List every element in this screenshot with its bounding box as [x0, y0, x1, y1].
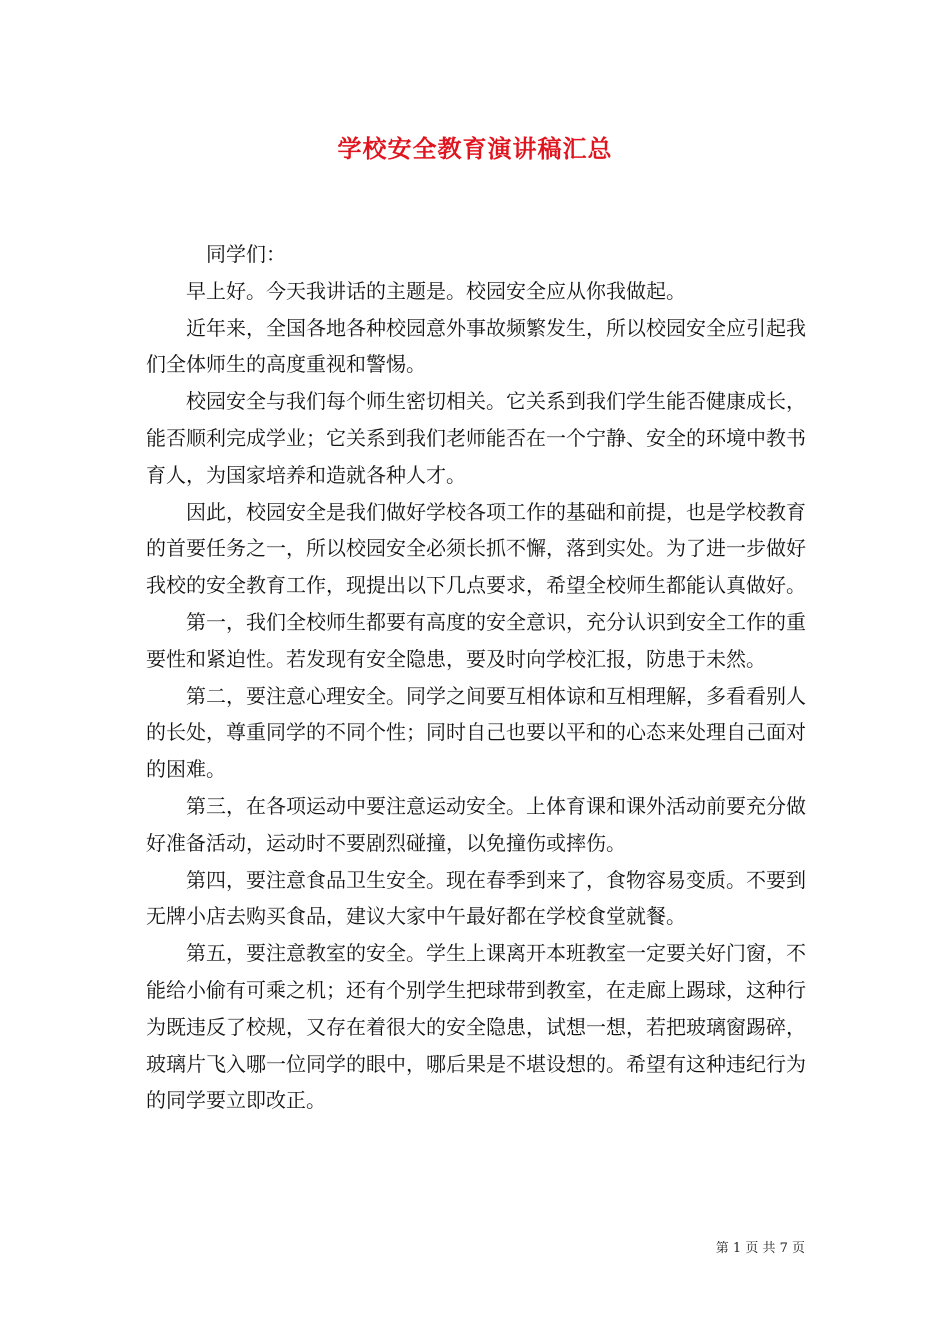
- paragraph-first: 第一，我们全校师生都要有高度的安全意识，充分认识到安全工作的重要性和紧迫性。若发现有安全隐患，要及时向学校汇报，防患于未然。: [146, 609, 806, 671]
- paragraph-requirements: 因此，校园安全是我们做好学校各项工作的基础和前提，也是学校教育的首要任务之一，所以校园安全必须长抓不懈，落到实处。为了进一步做好我校的安全教育工作，现提出以下几点要求，希望全校师生都能认真做好。: [146, 499, 806, 598]
- paragraph-importance: 校园安全与我们每个师生密切相关。它关系到我们学生能否健康成长，能否顺利完成学业；它关系到我们老师能否在一个宁静、安全的环境中教书育人，为国家培养和造就各种人才。: [146, 389, 806, 487]
- salutation: 同学们：: [206, 242, 286, 266]
- paragraph-third: 第三，在各项运动中要注意运动安全。上体育课和课外活动前要充分做好准备活动，运动时不要剧烈碰撞，以免撞伤或摔伤。: [146, 793, 806, 855]
- paragraph-intro: 近年来，全国各地各种校园意外事故频繁发生，所以校园安全应引起我们全体师生的高度重视和警惕。: [146, 315, 806, 377]
- document-body: [146, 236, 806, 1119]
- page-number-footer: 第 1 页 共 7 页: [715, 1241, 805, 1256]
- paragraph-greeting: 早上好。今天我讲话的主题是。校园安全应从你我做起。: [186, 278, 686, 303]
- paragraph-fourth: 第四，要注意食品卫生安全。现在春季到来了，食物容易变质。不要到无牌小店去购买食品，建议大家中午最好都在学校食堂就餐。: [146, 867, 806, 929]
- paragraph-second: 第二，要注意心理安全。同学之间要互相体谅和互相理解，多看看别人的长处，尊重同学的不同个性；同时自己也要以平和的心态来处理自己面对的困难。: [146, 683, 806, 782]
- paragraph-fifth: 第五，要注意教室的安全。学生上课离开本班教室一定要关好门窗，不能给小偷有可乘之机；还有个别学生把球带到教室，在走廊上踢球，这种行为既违反了校规，又存在着很大的安全隐患，试想一想，若把玻璃窗踢碎，玻璃片飞入哪一位同学的眼中，哪后果是不堪设想的。希望有这种违纪行为的同学要立即改正。: [146, 941, 806, 1113]
- document-title: 学校安全教育演讲稿汇总: [337, 134, 613, 163]
